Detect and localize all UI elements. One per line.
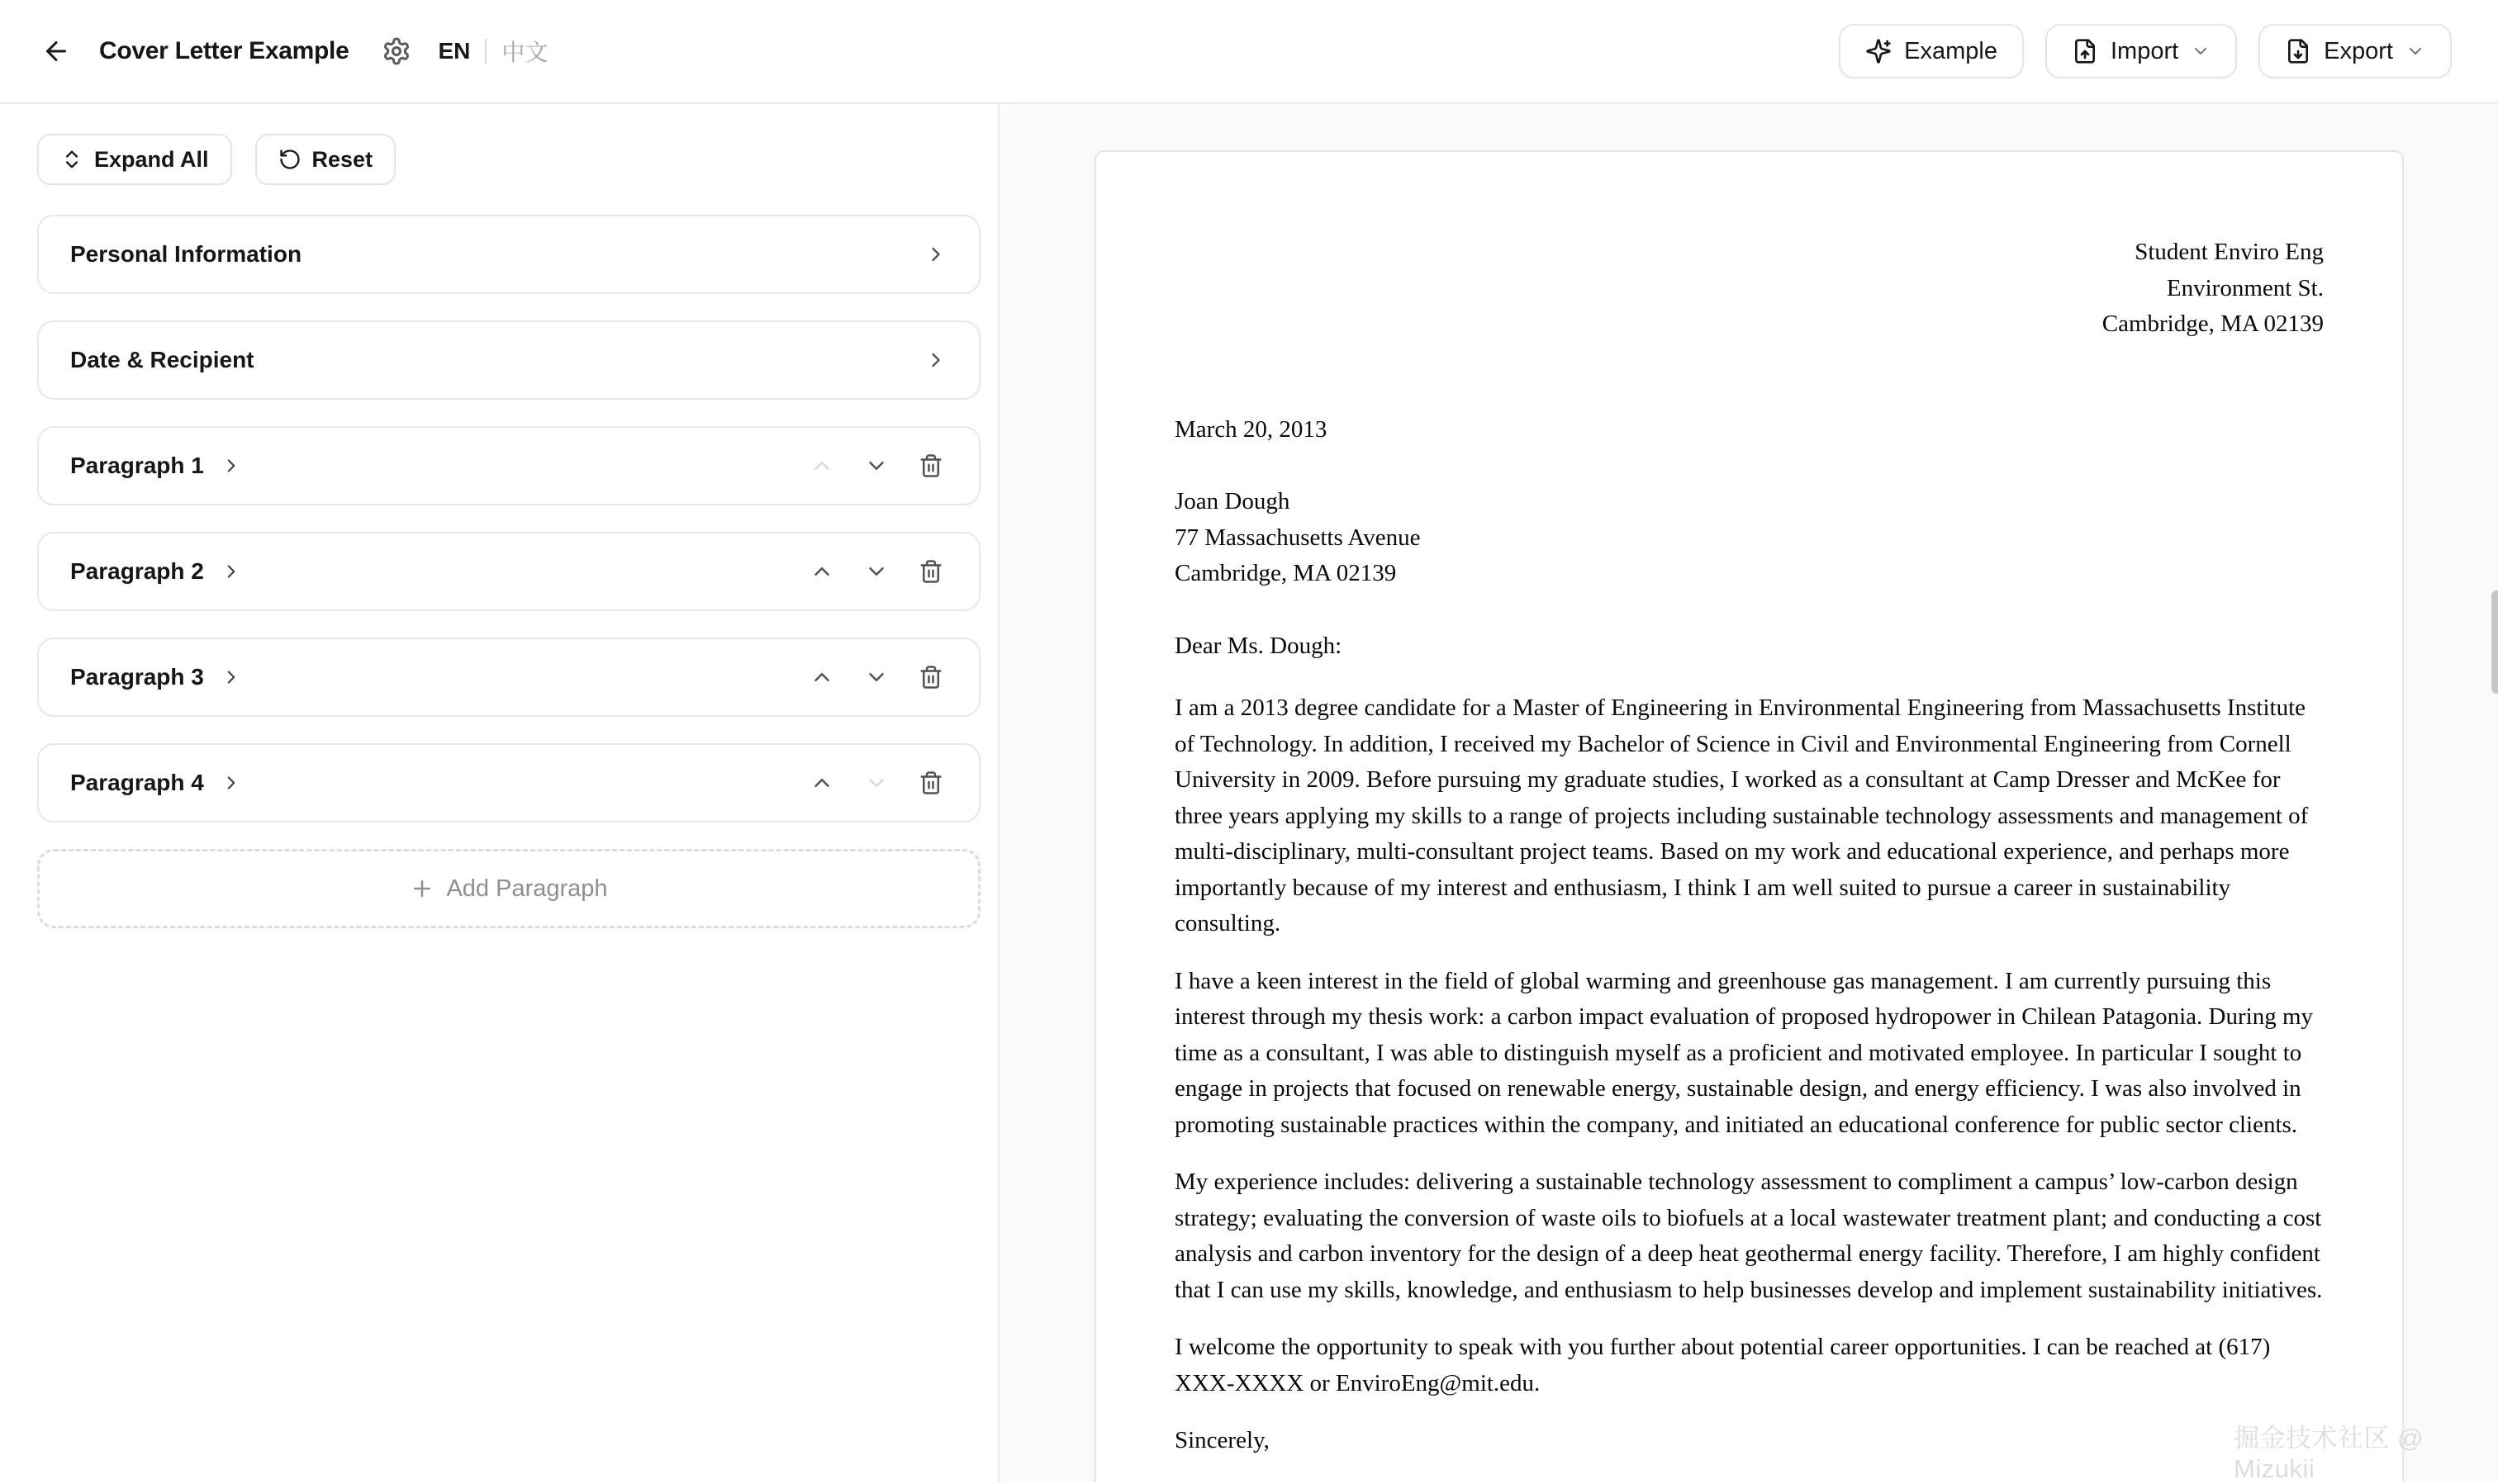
trash-icon (919, 665, 943, 690)
lang-zh-option[interactable]: 中文 (501, 40, 549, 65)
closing: Sincerely, (1175, 1427, 1270, 1453)
chevron-down-icon (2405, 41, 2425, 61)
chevron-right-icon (924, 348, 947, 372)
arrow-left-icon (41, 36, 71, 66)
move-down-button (860, 766, 893, 799)
letter-paragraph-1: I am a 2013 degree candidate for a Master of Engineering in Environmental Engineering from Massachusetts Institute of Technology. In addition, I received my Bachelor of Science in Civil and Environmental Engineering from Cornell University in 2009. Before pursuing my graduate studies, I worked as a consultant at Camp Dresser and McKee for three years applying my skills to a range of projects including sustainable technology assessments and management of multi-disciplinary, multi-consultant project teams. Based on my work and educational experience, and perhaps more importantly because of my interest and enthusiasm, I think I am well suited to pursue a career in sustainability consulting. (1175, 695, 2309, 936)
paragraph-card-4[interactable] (37, 743, 981, 823)
chevron-down-icon (864, 665, 889, 690)
move-up-button[interactable] (805, 766, 838, 799)
reset-button[interactable] (255, 134, 397, 185)
header-left (36, 31, 548, 71)
sidebar-toolbar (37, 134, 980, 185)
lang-divider (485, 39, 487, 64)
settings-button[interactable] (377, 31, 416, 71)
reset-icon (278, 148, 302, 171)
watermark: 掘金技术社区 @ Mizukii (2234, 1424, 2424, 1483)
sender-line: Student Enviro Eng (2135, 239, 2324, 265)
file-import-icon (2072, 38, 2098, 64)
paragraph-label: Paragraph 3 (70, 664, 204, 690)
chevron-down-icon (864, 453, 889, 478)
paragraph-label: Paragraph 4 (70, 770, 204, 795)
letter-date: March 20, 2013 (1175, 415, 1327, 443)
chevron-down-icon (864, 770, 889, 795)
section-card-date-recipient[interactable] (37, 320, 981, 400)
back-button[interactable] (36, 31, 76, 71)
recipient-line: Joan Dough (1175, 488, 1290, 514)
paragraph-controls (805, 555, 947, 588)
editor-sidebar (0, 104, 1000, 1482)
language-toggle (438, 35, 548, 68)
paragraph-label: Paragraph 1 (70, 453, 204, 478)
recipient-address (1175, 484, 2324, 592)
sender-line: Cambridge, MA 02139 (2101, 311, 2324, 337)
export-button[interactable] (2258, 24, 2452, 78)
section-label: Date & Recipient (70, 347, 254, 372)
move-down-button[interactable] (860, 449, 893, 482)
chevron-right-icon (221, 666, 242, 688)
trash-icon (919, 559, 943, 584)
preview-canvas (1000, 104, 2498, 1482)
delete-paragraph-button[interactable] (914, 449, 947, 482)
move-up-button (805, 449, 838, 482)
chevron-right-icon (924, 243, 947, 266)
add-paragraph-label: Add Paragraph (446, 875, 608, 902)
sender-address (1175, 235, 2324, 343)
example-button-label: Example (1904, 37, 1997, 64)
chevron-up-icon (810, 665, 834, 690)
letter-paragraph-2: I have a keen interest in the field of global warming and greenhouse gas management. I am currently pursuing this interest through my thesis work: a carbon impact evaluation of proposed hydropower in Chilean Patagonia. During my time as a consultant, I was able to distinguish myself as a proficient and motivated employee. In particular I sought to engage in projects that focused on renewable energy, sustainable design, and energy efficiency. I was also involved in promoting sustainable practices within the company, and initiated an educational conference for public sector clients. (1175, 967, 2313, 1138)
chevron-up-icon (810, 453, 834, 478)
letter-paragraph-4: I welcome the opportunity to speak with you further about potential career opportunities. I can be reached at (617) XXX-XXXX or EnviroEng@mit.edu. (1175, 1334, 2271, 1396)
paragraph-controls (805, 449, 947, 482)
chevron-down-icon (2191, 41, 2211, 61)
paragraph-card-3[interactable] (37, 638, 981, 717)
chevron-right-icon (221, 561, 242, 582)
paragraph-card-1[interactable] (37, 426, 981, 505)
chevron-right-icon (221, 455, 242, 476)
header-actions (1839, 24, 2452, 78)
page-title: Cover Letter Example (99, 37, 349, 64)
gear-icon (382, 36, 411, 66)
section-label: Personal Information (70, 241, 302, 267)
export-button-label: Export (2324, 37, 2393, 64)
chevron-down-icon (864, 559, 889, 584)
sparkles-icon (1865, 38, 1892, 64)
expand-all-button[interactable] (37, 134, 232, 185)
add-paragraph-button[interactable] (37, 849, 981, 928)
chevron-right-icon (221, 772, 242, 794)
import-button-label: Import (2110, 37, 2179, 64)
trash-icon (919, 453, 943, 478)
move-up-button[interactable] (805, 555, 838, 588)
chevron-up-icon (810, 559, 834, 584)
paragraph-controls (805, 661, 947, 694)
letter-paragraph-3: My experience includes: delivering a sustainable technology assessment to compliment a campus’ low-carbon design strategy; evaluating the conversion of waste oils to biofuels at a local wastewater treatment plant; and conducting a cost analysis and carbon inventory for the design of a deep heat geothermal energy facility. Therefore, I am highly confident that I can use my skills, knowledge, and enthusiasm to help businesses develop and implement sustainability initiatives. (1175, 1169, 2323, 1303)
recipient-line: 77 Massachusetts Avenue (1175, 524, 1421, 551)
recipient-line: Cambridge, MA 02139 (1175, 560, 1397, 586)
delete-paragraph-button[interactable] (914, 661, 947, 694)
file-export-icon (2285, 38, 2311, 64)
chevrons-up-down-icon (60, 148, 83, 171)
move-up-button[interactable] (805, 661, 838, 694)
paragraph-controls (805, 766, 947, 799)
lang-en-option[interactable]: EN (438, 38, 471, 64)
paragraph-label: Paragraph 2 (70, 558, 204, 584)
plus-icon (410, 876, 435, 901)
import-button[interactable] (2045, 24, 2237, 78)
reset-label: Reset (311, 146, 373, 172)
delete-paragraph-button[interactable] (914, 555, 947, 588)
section-card-personal-information[interactable] (37, 215, 981, 294)
scrollbar-thumb[interactable] (2491, 590, 2498, 694)
chevron-up-icon (810, 770, 834, 795)
trash-icon (919, 770, 943, 795)
salutation: Dear Ms. Dough: (1175, 632, 1342, 659)
app-header (0, 0, 2498, 104)
move-down-button[interactable] (860, 661, 893, 694)
letter-page (1095, 150, 2404, 1482)
paragraph-card-2[interactable] (37, 532, 981, 611)
sender-line: Environment St. (2166, 274, 2324, 301)
delete-paragraph-button[interactable] (914, 766, 947, 799)
move-down-button[interactable] (860, 555, 893, 588)
expand-all-label: Expand All (94, 146, 209, 172)
example-button[interactable] (1839, 24, 2024, 78)
